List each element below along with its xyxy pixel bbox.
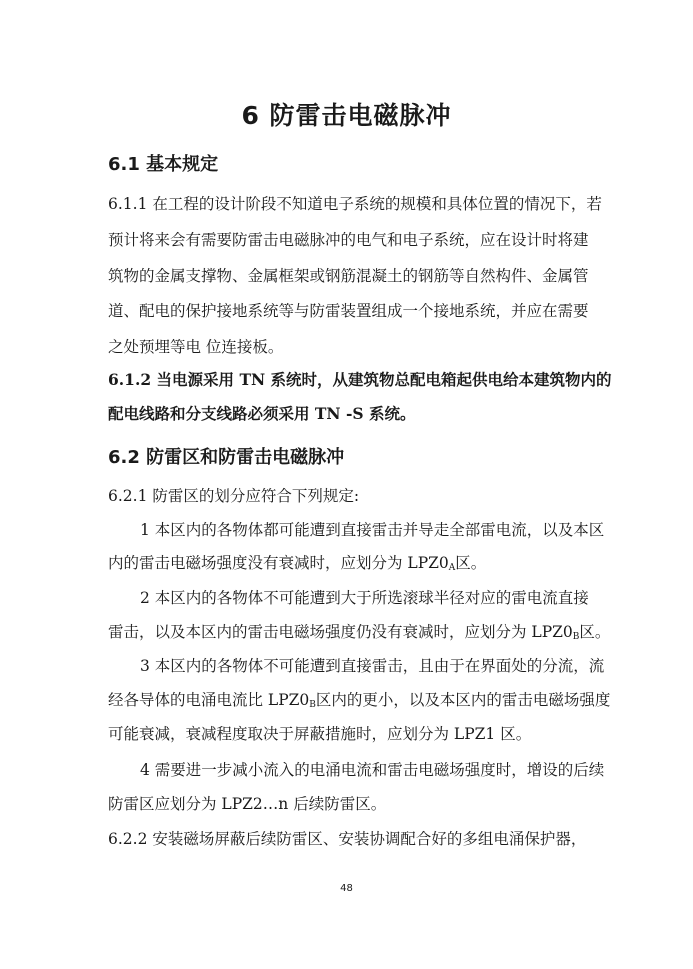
- paragraph-6-2-1-intro: 6.2.1 防雷区的划分应符合下列规定:: [108, 487, 360, 505]
- paragraph-6-2-2-line: 6.2.2 安装磁场屏蔽后续防雷区、安装协调配合好的多组电涌保护器，: [108, 830, 587, 848]
- page-number: 48: [340, 883, 353, 894]
- paragraph-6-1-1-line: 之处预埋等电 位连接板。: [108, 338, 284, 356]
- paragraph-6-1-1-line: 道、配电的保护接地系统等与防雷装置组成一个接地系统，并应在需要: [108, 302, 589, 320]
- item-1-line: 内的雷击电磁场强度没有衰减时，应划分为 $LPZ0_A$区。: [108, 554, 487, 573]
- item-2-line: 雷击，以及本区内的雷击电磁场强度仍没有衰减时，应划分为 $LPZ0_B$区。: [108, 623, 611, 642]
- paragraph-6-1-2-line: 6.1.2 当电源采用 TN 系统时，从建筑物总配电箱起供电给本建筑物内的: [108, 370, 612, 389]
- item-4-line: 4 需要进一步减小流入的电涌电流和雷击电磁场强度时，增设的后续: [140, 761, 605, 779]
- item-3-line: 可能衰减，衰减程度取决于屏蔽措施时，应划分为 LPZ1 区。: [108, 725, 532, 743]
- subscript: B: [309, 700, 316, 710]
- section-heading-6-1: 6.1 基本规定: [108, 154, 219, 175]
- item-2-line: 2 本区内的各物体不可能遭到大于所选滚球半径对应的雷电流直接: [140, 589, 589, 607]
- section-heading-6-2: 6.2 防雷区和防雷击电磁脉冲: [108, 447, 345, 468]
- paragraph-6-1-1-line: 6.1.1 在工程的设计阶段不知道电子系统的规模和具体位置的情况下，若: [108, 195, 602, 213]
- subscript: A: [448, 563, 456, 573]
- item-4-line: 防雷区应划分为 LPZ2…n 后续防雷区。: [108, 795, 387, 813]
- paragraph-6-1-1-line: 筑物的金属支撑物、金属框架或钢筋混凝土的钢筋等自然构件、金属管: [108, 267, 589, 285]
- item-1-line: 1 本区内的各物体都可能遭到直接雷击并导走全部雷电流，以及本区: [140, 521, 605, 539]
- subscript: B: [572, 632, 580, 642]
- item-3-line: 经各导体的电涌电流比 $LPZ0_B$区内的更小，以及本区内的雷击电磁场强度: [108, 691, 611, 710]
- item-3-line: 3 本区内的各物体不可能遭到直接雷击，且由于在界面处的分流，流: [140, 657, 605, 675]
- chapter-title: 6 防雷击电磁脉冲: [241, 101, 452, 130]
- paragraph-6-1-2-line: 配电线路和分支线路必须采用 TN -S 系统。: [108, 404, 416, 423]
- paragraph-6-1-1-line: 预计将来会有需要防雷击电磁脉冲的电气和电子系统，应在设计时将建: [108, 231, 589, 249]
